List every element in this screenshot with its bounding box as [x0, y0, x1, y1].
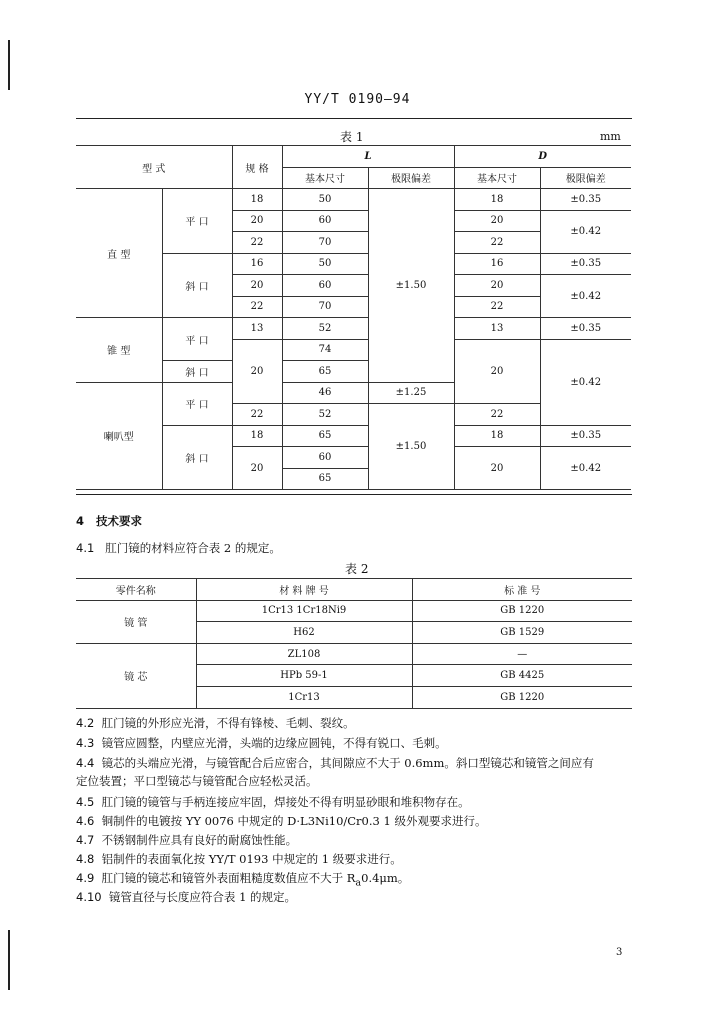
cell-L: 52 [282, 404, 368, 426]
cell-D: 13 [454, 318, 540, 340]
clause-4-1 [76, 539, 636, 557]
material-header: 材 料 牌 号 [196, 579, 412, 601]
cell-spec: 22 [232, 404, 282, 426]
material-cell: 1Cr13 [196, 686, 412, 708]
sub-ping: 平 口 [162, 382, 232, 425]
standard-cell: — [412, 643, 632, 665]
cell-L: 74 [282, 339, 368, 361]
part-core: 镜 芯 [76, 643, 196, 708]
cell-D: 22 [454, 404, 540, 426]
cell-spec: 16 [232, 253, 282, 275]
cell-L: 60 [282, 447, 368, 469]
cell-spec: 20 [232, 447, 282, 490]
clause-4-10 [76, 888, 636, 906]
cell-L: 65 [282, 425, 368, 447]
L-basic-header: 基本尺寸 [282, 167, 368, 189]
table1 [76, 145, 631, 490]
clause-text: 肛门镜的材料应符合表 2 的规定。 [105, 541, 281, 555]
clause-text: 镜管直径与长度应符合表 1 的规定。 [108, 890, 297, 904]
cell-L: 50 [282, 189, 368, 211]
group-zhi: 直 型 [76, 189, 162, 318]
clause-text: 镜芯的头端应光滑，与镜管配合后应密合，其间隙应不大于 0.6mm。斜口型镜芯和镜管之间应有 [101, 756, 594, 770]
clause-number: 4.7 [76, 833, 95, 847]
clause-text: 肛门镜的外形应光滑，不得有锋棱、毛刺、裂纹。 [101, 716, 355, 730]
cell-D: 22 [454, 232, 540, 254]
table1-unit: mm [600, 130, 621, 143]
clause-number: 4.8 [76, 852, 95, 866]
cell-D: 22 [454, 296, 540, 318]
clause-4-6 [76, 812, 636, 830]
standard-cell: GB 1529 [412, 622, 632, 644]
material-cell: 1Cr13 1Cr18Ni9 [196, 600, 412, 622]
table2-caption: 表 2 [345, 562, 369, 576]
cell-spec: 22 [232, 232, 282, 254]
cell-spec: 20 [232, 210, 282, 232]
cell-D: 20 [454, 339, 540, 404]
cell-Ddev: ±0.35 [540, 189, 631, 211]
clause-text: 肛门镜的镜芯和镜管外表面粗糙度数值应不大于 R [101, 871, 356, 885]
cell-Ddev: ±0.42 [540, 210, 631, 253]
cell-Ddev: ±0.35 [540, 425, 631, 447]
L-dev-header: 极限偏差 [368, 167, 454, 189]
cell-spec: 18 [232, 189, 282, 211]
clause-number: 4.6 [76, 814, 95, 828]
cell-L: 50 [282, 253, 368, 275]
cell-D: 18 [454, 189, 540, 211]
roughness-value: 0.4μm。 [361, 871, 410, 885]
cell-spec: 20 [232, 275, 282, 297]
sub-ping: 平 口 [162, 318, 232, 361]
cell-Ddev: ±0.35 [540, 318, 631, 340]
cell-L: 60 [282, 275, 368, 297]
cell-Ddev: ±0.42 [540, 447, 631, 490]
section-title [76, 512, 636, 530]
clause-text: 镜管应圆整，内壁应光滑，头端的边缘应圆钝，不得有锐口、毛刺。 [101, 736, 447, 750]
col-type-header: 型 式 [76, 146, 232, 189]
clause-text: 不锈钢制件应具有良好的耐腐蚀性能。 [101, 833, 298, 847]
material-cell: HPb 59-1 [196, 665, 412, 687]
col-L-header: L [282, 146, 454, 168]
clause-number: 4.4 [76, 756, 95, 770]
cell-D: 20 [454, 275, 540, 297]
cell-spec: 22 [232, 296, 282, 318]
roughness-subscript: a [355, 877, 362, 889]
clause-text: 肛门镜的镜管与手柄连接应牢固，焊接处不得有明显砂眼和堆积物存在。 [101, 795, 470, 809]
clause-number: 4.3 [76, 736, 95, 750]
part-header: 零件名称 [76, 579, 196, 601]
clause-text: 定位装置；平口型镜芯与镜管配合应轻松灵活。 [76, 774, 318, 788]
standard-cell: GB 1220 [412, 686, 632, 708]
clause-number: 4.9 [76, 871, 95, 885]
col-D-header: D [454, 146, 631, 168]
cell-Ldev: ±1.25 [368, 382, 454, 404]
group-laba: 喇叭型 [76, 382, 162, 490]
cell-D: 16 [454, 253, 540, 275]
binding-mark-top [8, 40, 10, 90]
sub-xie: 斜 口 [162, 253, 232, 318]
cell-L: 70 [282, 296, 368, 318]
table1-caption: 表 1 [340, 130, 364, 144]
col-spec-header: 规 格 [232, 146, 282, 189]
cell-Ddev: ±0.35 [540, 253, 631, 275]
cell-L: 46 [282, 382, 368, 404]
clause-number: 4.5 [76, 795, 95, 809]
table1-bottom-rule [76, 494, 632, 495]
sub-xie: 斜 口 [162, 425, 232, 490]
cell-L: 65 [282, 361, 368, 383]
clause-number: 4.1 [76, 541, 95, 555]
clause-text: 铜制件的电镀按 YY 0076 中规定的 D·L3Ni10/Cr0.3 1 级外观要求进行。 [101, 814, 487, 828]
cell-spec: 13 [232, 318, 282, 340]
standard-cell: GB 4425 [412, 665, 632, 687]
cell-L: 60 [282, 210, 368, 232]
clause-4-4-cont [76, 772, 636, 790]
part-tube: 镜 管 [76, 600, 196, 643]
binding-mark-bottom [8, 930, 10, 990]
clause-4-4 [76, 754, 636, 772]
clause-text: 铝制件的表面氧化按 YY/T 0193 中规定的 1 级要求进行。 [101, 852, 402, 866]
cell-Ldev-main: ±1.50 [368, 189, 454, 383]
sub-xie: 斜 口 [162, 361, 232, 383]
material-cell: ZL108 [196, 643, 412, 665]
clause-4-7 [76, 831, 636, 849]
cell-spec: 18 [232, 425, 282, 447]
header-rule [76, 118, 632, 119]
cell-spec: 20 [232, 339, 282, 404]
clause-4-5 [76, 793, 636, 811]
D-basic-header: 基本尺寸 [454, 167, 540, 189]
D-dev-header: 极限偏差 [540, 167, 631, 189]
cell-L: 70 [282, 232, 368, 254]
standard-cell: GB 1220 [412, 600, 632, 622]
cell-Ddev: ±0.42 [540, 275, 631, 318]
clause-number: 4.2 [76, 716, 95, 730]
sub-ping: 平 口 [162, 189, 232, 254]
cell-L: 65 [282, 468, 368, 490]
document-header: YY/T 0190—94 [304, 92, 411, 107]
section-title-text: 技术要求 [96, 514, 143, 528]
cell-D: 20 [454, 447, 540, 490]
clause-4-2 [76, 714, 636, 732]
cell-L: 52 [282, 318, 368, 340]
cell-Ldev-laba: ±1.50 [368, 404, 454, 490]
material-cell: H62 [196, 622, 412, 644]
cell-D: 18 [454, 425, 540, 447]
page-number: 3 [616, 947, 623, 958]
cell-D: 20 [454, 210, 540, 232]
clause-number: 4.10 [76, 890, 102, 904]
standard-header: 标 准 号 [412, 579, 632, 601]
section-number: 4 [76, 514, 85, 528]
cell-Ddev: ±0.42 [540, 339, 631, 425]
clause-4-3 [76, 734, 636, 752]
table2 [76, 578, 632, 709]
clause-4-8 [76, 850, 636, 868]
group-zhui: 锥 型 [76, 318, 162, 383]
